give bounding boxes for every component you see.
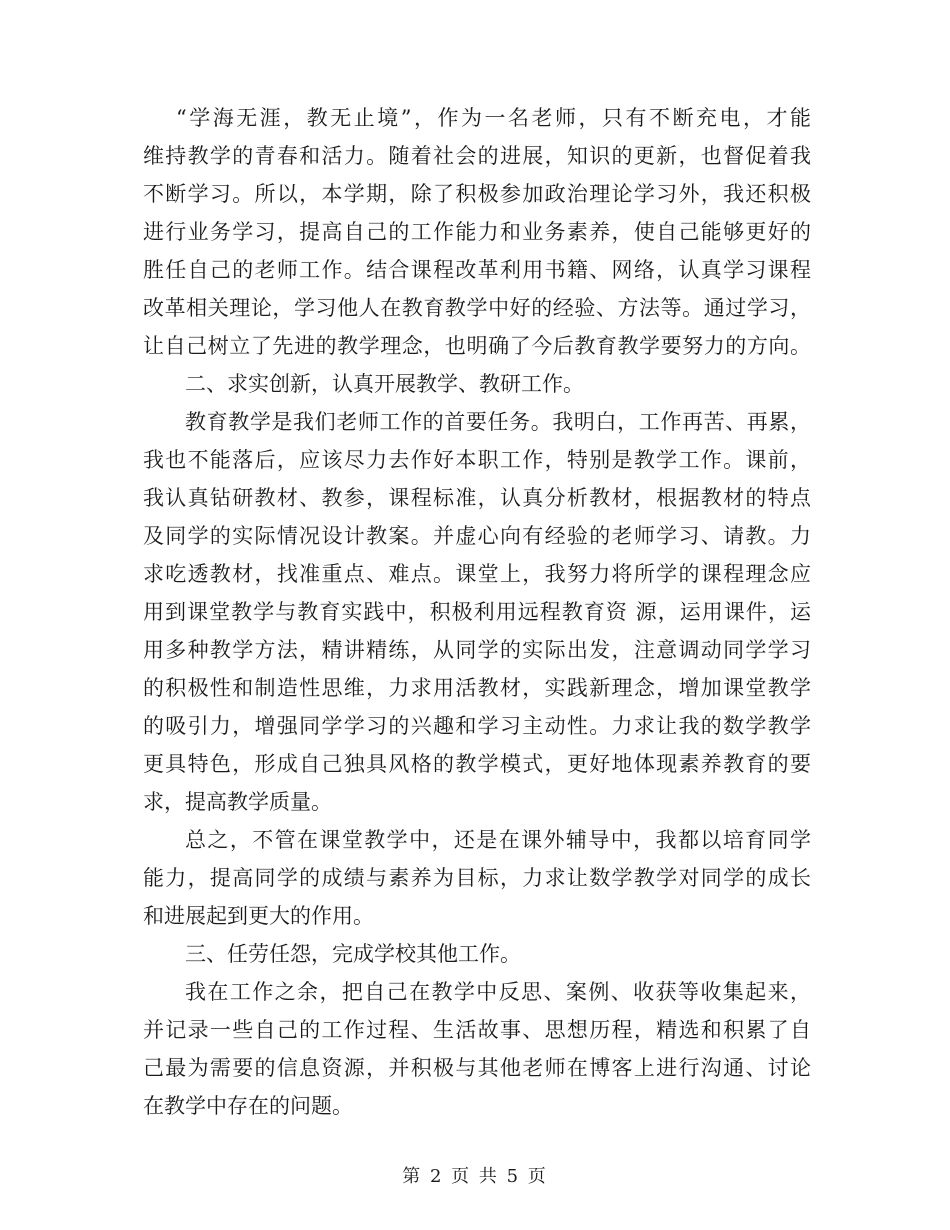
text-line: 改革相关理论，学习他人在教育教学中好的经验、方法等。通过学习， [143, 296, 811, 320]
text-line: 三、任劳任怨，完成学校其他工作。 [185, 942, 521, 966]
text-line: 不断学习。所以，本学期，除了积极参加政治理论学习外，我还积极 [143, 182, 811, 206]
text-line: 能力，提高同学的成绩与素养为目标，力求让数学教学对同学的成长 [143, 866, 811, 890]
paragraph [143, 973, 811, 1125]
section-heading [143, 935, 811, 973]
text-line: “学海无涯，教无止境”，作为一名老师，只有不断充电，才能 [176, 106, 811, 130]
text-line: 的吸引力，增强同学学习的兴趣和学习主动性。力求让我的数学教学 [143, 714, 811, 738]
text-line: 维持教学的青春和活力。随着社会的进展，知识的更新，也督促着我 [143, 144, 811, 168]
paragraph [143, 821, 811, 935]
document-body [143, 99, 811, 1125]
paragraph [143, 99, 811, 365]
paragraph [143, 403, 811, 821]
text-line: 的积极性和制造性思维，力求用活教材，实践新理念，增加课堂教学 [143, 676, 811, 700]
text-line: 并记录一些自己的工作过程、生活故事、思想历程，精选和积累了自 [143, 1018, 811, 1042]
text-line: 进行业务学习，提高自己的工作能力和业务素养，使自己能够更好的 [143, 220, 811, 244]
text-line: 求，提高教学质量。 [143, 790, 332, 814]
text-line: 用到课堂教学与教育实践中，积极利用远程教育资 源，运用课件，运 [143, 600, 811, 624]
text-line: 我也不能落后，应该尽力去作好本职工作，特别是教学工作。课前， [143, 448, 811, 472]
text-line: 教育教学是我们老师工作的首要任务。我明白，工作再苦、再累， [185, 410, 811, 434]
text-line: 求吃透教材，找准重点、难点。课堂上，我努力将所学的课程理念应 [143, 562, 811, 586]
text-line: 我认真钻研教材、教参，课程标准，认真分析教材，根据教材的特点 [143, 486, 811, 510]
text-line: 二、求实创新，认真开展教学、教研工作。 [185, 372, 584, 396]
text-line: 用多种教学方法，精讲精练，从同学的实际出发，注意调动同学学习 [143, 638, 811, 662]
text-line: 己最为需要的信息资源，并积极与其他老师在博客上进行沟通、讨论 [143, 1056, 811, 1080]
text-line: 我在工作之余，把自己在教学中反思、案例、收获等收集起来， [185, 980, 811, 1004]
text-line: 和进展起到更大的作用。 [143, 904, 374, 928]
text-line: 及同学的实际情况设计教案。并虚心向有经验的老师学习、请教。力 [143, 524, 811, 548]
page-number-footer: 第 2 页 共 5 页 [402, 1166, 548, 1187]
text-line: 更具特色，形成自己独具风格的教学模式，更好地体现素养教育的要 [143, 752, 811, 776]
text-line: 总之，不管在课堂教学中，还是在课外辅导中，我都以培育同学 [185, 828, 811, 852]
text-line: 在教学中存在的问题。 [143, 1094, 353, 1118]
text-line: 让自己树立了先进的教学理念，也明确了今后教育教学要努力的方向。 [143, 334, 811, 358]
section-heading [143, 365, 811, 403]
text-line: 胜任自己的老师工作。结合课程改革利用书籍、网络，认真学习课程 [143, 258, 811, 282]
